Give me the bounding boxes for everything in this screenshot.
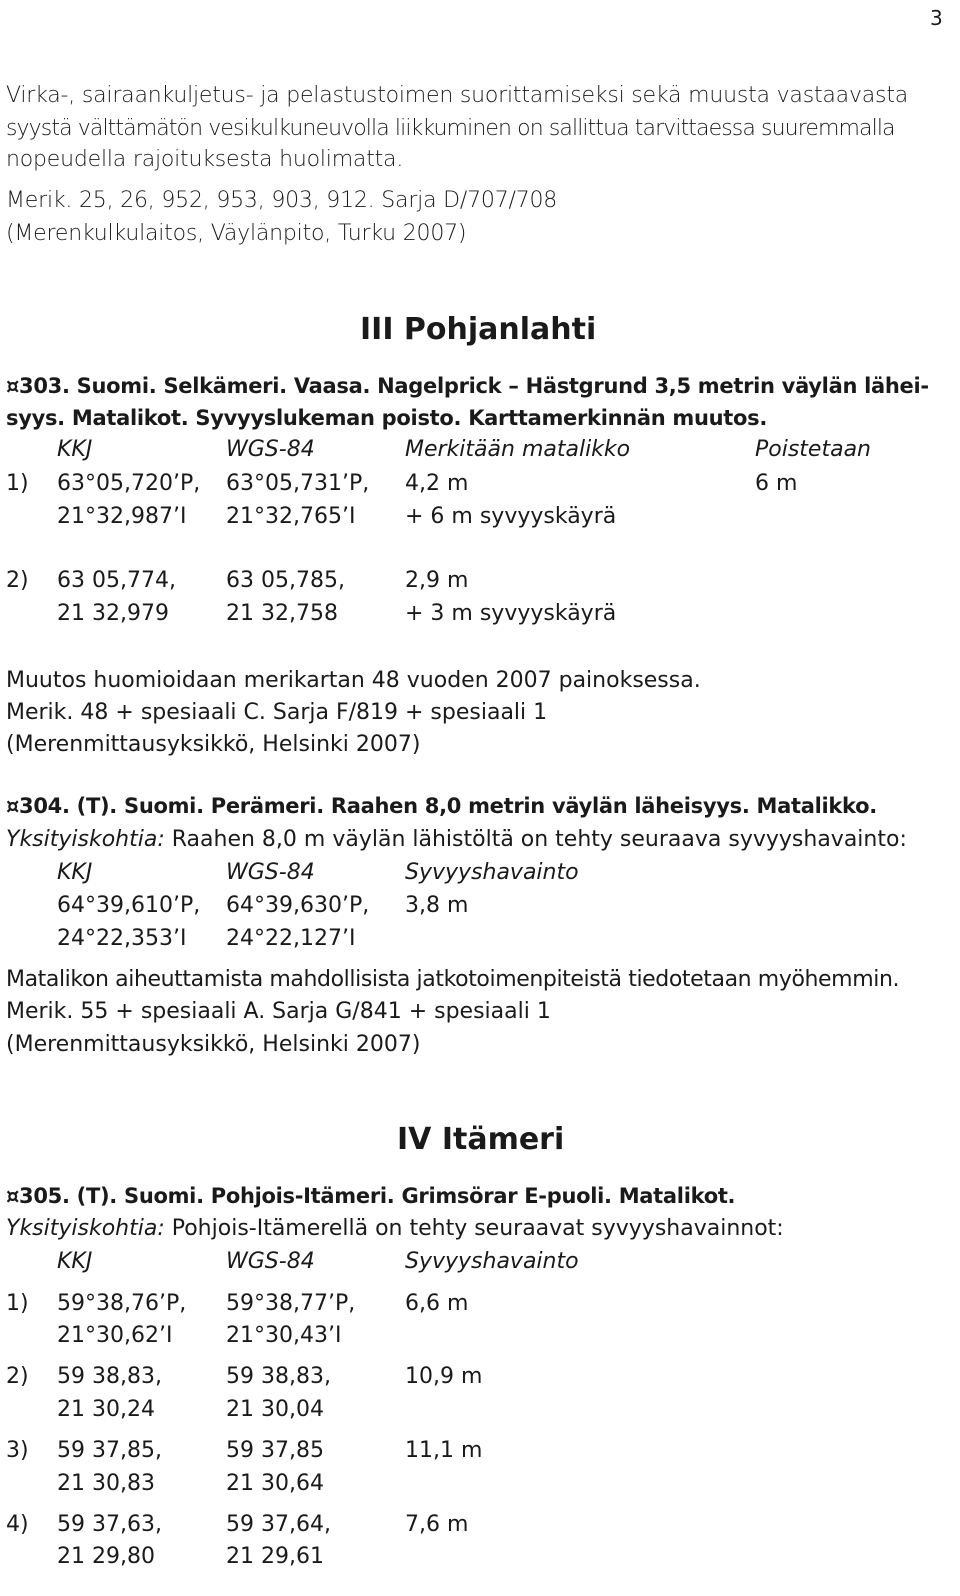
column-header: Merkitään matalikko bbox=[405, 437, 631, 462]
table-cell: 21 30,83 bbox=[57, 1471, 155, 1496]
table-cell: 21°30,43’I bbox=[226, 1323, 342, 1348]
table-cell: 59°38,77’P, bbox=[226, 1291, 356, 1316]
table-cell: 64°39,610’P, bbox=[57, 893, 201, 918]
detail-label: Yksityiskohtia: bbox=[6, 827, 165, 852]
table-cell: 21 30,24 bbox=[57, 1397, 155, 1422]
table-cell: 59 37,85, bbox=[57, 1438, 162, 1463]
table-cell: 63 05,774, bbox=[57, 568, 176, 593]
detail-text: Pohjois-Itämerellä on tehty seuraavat syvyyshavainnot: bbox=[164, 1216, 784, 1241]
section-heading: III Pohjanlahti bbox=[360, 312, 597, 347]
intro-reference: Merik. 25, 26, 952, 953, 903, 912. Sarja D/707/708 bbox=[6, 188, 558, 213]
table-cell: + 3 m syvyyskäyrä bbox=[405, 601, 617, 626]
page-number: 3 bbox=[930, 6, 943, 30]
table-cell: 59 38,83, bbox=[57, 1364, 162, 1389]
row-number: 2) bbox=[6, 1364, 29, 1389]
notice-footer: Merik. 55 + spesiaali A. Sarja G/841 + spesiaali 1 bbox=[6, 999, 551, 1024]
table-cell: 4,2 m bbox=[405, 471, 469, 496]
intro-line: syystä välttämätön vesikulkuneuvolla liikkuminen on sallittua tarvittaessa suuremmalla bbox=[6, 116, 895, 141]
column-header: WGS-84 bbox=[226, 437, 315, 462]
notice-footer: (Merenmittausyksikkö, Helsinki 2007) bbox=[6, 732, 421, 757]
table-cell: 59°38,76’P, bbox=[57, 1291, 187, 1316]
column-header: WGS-84 bbox=[226, 860, 315, 885]
intro-line: Virka-, sairaankuljetus- ja pelastustoimen suorittamiseksi sekä muusta vastaavasta bbox=[6, 83, 909, 108]
table-cell: 3,8 m bbox=[405, 893, 469, 918]
table-cell: 21 30,04 bbox=[226, 1397, 324, 1422]
table-cell: 2,9 m bbox=[405, 568, 469, 593]
notice-title: ¤303. Suomi. Selkämeri. Vaasa. Nagelprick – Hästgrund 3,5 metrin väylän lähei- bbox=[6, 374, 929, 398]
column-header: Syvyyshavainto bbox=[405, 860, 579, 885]
table-cell: 64°39,630’P, bbox=[226, 893, 370, 918]
detail-text: Raahen 8,0 m väylän lähistöltä on tehty seuraava syvyyshavainto: bbox=[164, 827, 907, 852]
table-cell: 21 29,61 bbox=[226, 1544, 324, 1569]
intro-source: (Merenkulkulaitos, Väylänpito, Turku 2007) bbox=[6, 221, 467, 246]
notice-footer: Muutos huomioidaan merikartan 48 vuoden 2007 painoksessa. bbox=[6, 668, 701, 693]
notice-detail bbox=[6, 1215, 784, 1243]
table-cell: 10,9 m bbox=[405, 1364, 483, 1389]
table-cell: + 6 m syvyyskäyrä bbox=[405, 504, 617, 529]
notice-title: ¤305. (T). Suomi. Pohjois-Itämeri. Grimsörar E-puoli. Matalikot. bbox=[6, 1184, 736, 1208]
column-header: KKJ bbox=[57, 1249, 93, 1274]
table-cell: 59 37,85 bbox=[226, 1438, 324, 1463]
table-cell: 6,6 m bbox=[405, 1291, 469, 1316]
table-cell: 24°22,353’I bbox=[57, 926, 187, 951]
table-cell: 21 30,64 bbox=[226, 1471, 324, 1496]
table-cell: 21°32,987’I bbox=[57, 504, 187, 529]
table-cell: 21 32,758 bbox=[226, 601, 338, 626]
row-number: 3) bbox=[6, 1438, 29, 1463]
table-cell: 21°32,765’I bbox=[226, 504, 356, 529]
notice-title: syys. Matalikot. Syvyyslukeman poisto. Karttamerkinnän muutos. bbox=[6, 406, 768, 430]
column-header: Syvyyshavainto bbox=[405, 1249, 579, 1274]
column-header: KKJ bbox=[57, 860, 93, 885]
column-header: WGS-84 bbox=[226, 1249, 315, 1274]
intro-line: nopeudella rajoituksesta huolimatta. bbox=[6, 147, 404, 172]
table-cell: 21 32,979 bbox=[57, 601, 169, 626]
table-cell: 63°05,720’P, bbox=[57, 471, 201, 496]
column-header: KKJ bbox=[57, 437, 93, 462]
table-cell: 6 m bbox=[755, 471, 798, 496]
column-header: Poistetaan bbox=[755, 437, 871, 462]
row-number: 1) bbox=[6, 471, 29, 496]
table-cell: 11,1 m bbox=[405, 1438, 483, 1463]
table-cell: 63°05,731’P, bbox=[226, 471, 370, 496]
table-cell: 59 37,63, bbox=[57, 1512, 162, 1537]
table-cell: 21°30,62’I bbox=[57, 1323, 173, 1348]
notice-footer: (Merenmittausyksikkö, Helsinki 2007) bbox=[6, 1032, 421, 1057]
section-heading: IV Itämeri bbox=[397, 1122, 565, 1157]
notice-title: ¤304. (T). Suomi. Perämeri. Raahen 8,0 metrin väylän läheisyys. Matalikko. bbox=[6, 794, 877, 818]
row-number: 2) bbox=[6, 568, 29, 593]
detail-label: Yksityiskohtia: bbox=[6, 1216, 165, 1241]
table-cell: 21 29,80 bbox=[57, 1544, 155, 1569]
row-number: 1) bbox=[6, 1291, 29, 1316]
table-cell: 59 38,83, bbox=[226, 1364, 331, 1389]
table-cell: 63 05,785, bbox=[226, 568, 345, 593]
table-cell: 7,6 m bbox=[405, 1512, 469, 1537]
notice-detail bbox=[6, 826, 907, 854]
notice-footer: Matalikon aiheuttamista mahdollisista jatkotoimenpiteistä tiedotetaan myöhemmin. bbox=[6, 967, 900, 992]
table-cell: 24°22,127’I bbox=[226, 926, 356, 951]
row-number: 4) bbox=[6, 1512, 29, 1537]
table-cell: 59 37,64, bbox=[226, 1512, 331, 1537]
notice-footer: Merik. 48 + spesiaali C. Sarja F/819 + spesiaali 1 bbox=[6, 700, 548, 725]
